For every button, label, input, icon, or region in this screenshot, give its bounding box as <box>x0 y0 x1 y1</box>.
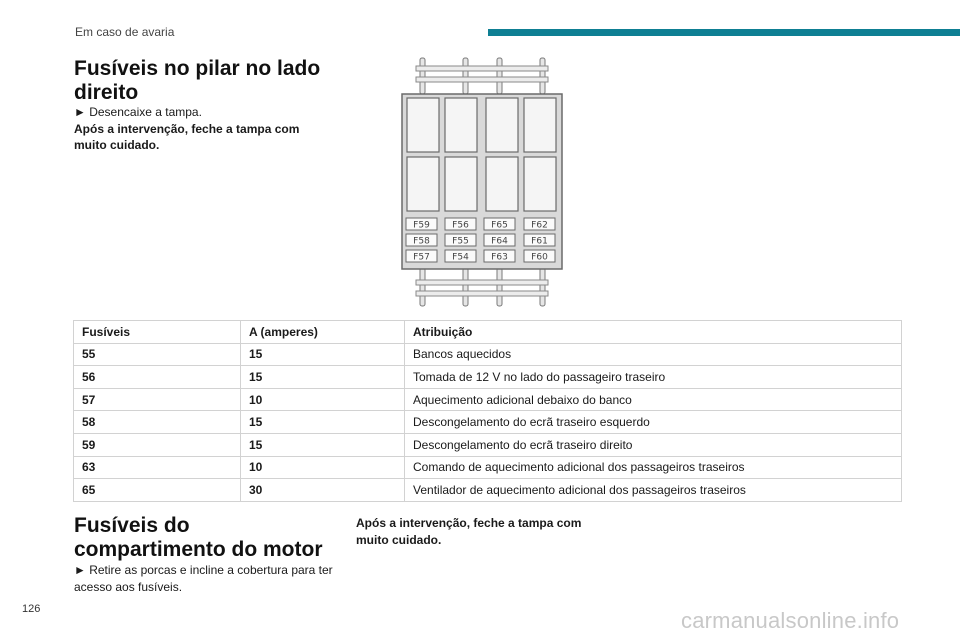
section1-body <box>74 104 334 154</box>
fuse-label: F63 <box>491 252 508 263</box>
fuse-amperage: 15 <box>241 411 405 434</box>
fuse-label: F61 <box>531 236 548 247</box>
table-row <box>74 388 902 411</box>
fuse-assignment: Aquecimento adicional debaixo do banco <box>405 388 902 411</box>
table-row <box>74 411 902 434</box>
section1-note: Após a intervenção, feche a tampa com muito cuidado. <box>74 121 300 153</box>
top-rails <box>416 66 548 82</box>
table-row <box>74 343 902 366</box>
fuse-amperage: 10 <box>241 456 405 479</box>
bottom-rails <box>416 280 548 296</box>
fuse-assignment: Ventilador de aquecimento adicional dos passageiros traseiros <box>405 479 902 502</box>
watermark: carmanualsonline.info <box>681 608 900 633</box>
column-header: Fusíveis <box>74 321 241 344</box>
top-wires <box>420 58 545 94</box>
table-row <box>74 456 902 479</box>
running-header: Em caso de avaria <box>75 25 175 39</box>
fuse-amperage: 30 <box>241 479 405 502</box>
fuse-table <box>73 320 902 502</box>
fuse-number: 65 <box>74 479 241 502</box>
fuse-box-diagram <box>398 56 566 308</box>
column-header: A (amperes) <box>241 321 405 344</box>
fuse-label: F65 <box>491 220 508 231</box>
section2-note: Após a intervenção, feche a tampa com muito cuidado. <box>356 516 582 547</box>
table-header-row <box>74 321 902 344</box>
fuse-label: F58 <box>413 236 430 247</box>
page-number: 126 <box>22 603 41 615</box>
fuse-assignment: Tomada de 12 V no lado do passageiro traseiro <box>405 366 902 389</box>
fuse-number: 58 <box>74 411 241 434</box>
section-title-engine-compartment: Fusíveis do compartimento do motor <box>74 514 323 561</box>
fuse-assignment: Descongelamento do ecrã traseiro direito <box>405 433 902 456</box>
fuse-label: F57 <box>413 252 430 263</box>
fuse-label: F55 <box>452 236 469 247</box>
column-header: Atribuição <box>405 321 902 344</box>
fuse-number: 63 <box>74 456 241 479</box>
section2-step: ► Retire as porcas e incline a cobertura para ter acesso aos fusíveis. <box>74 563 333 594</box>
fuse-assignment: Bancos aquecidos <box>405 343 902 366</box>
table-row <box>74 479 902 502</box>
fuse-amperage: 10 <box>241 388 405 411</box>
section-title-right-pillar: Fusíveis no pilar no lado direito <box>74 57 321 104</box>
fuse-amperage: 15 <box>241 343 405 366</box>
table-row <box>74 366 902 389</box>
fuse-number: 56 <box>74 366 241 389</box>
fuse-label: F59 <box>413 220 430 231</box>
fuse-amperage: 15 <box>241 366 405 389</box>
fuse-label: F54 <box>452 252 469 263</box>
table-row <box>74 433 902 456</box>
header-accent-bar <box>488 29 960 36</box>
fuse-number: 57 <box>74 388 241 411</box>
fuse-label: F60 <box>531 252 548 263</box>
fuse-number: 55 <box>74 343 241 366</box>
fuse-label: F56 <box>452 220 469 231</box>
fuse-number: 59 <box>74 433 241 456</box>
fuse-amperage: 15 <box>241 433 405 456</box>
bottom-wires <box>420 268 545 306</box>
fuse-assignment: Comando de aquecimento adicional dos passageiros traseiros <box>405 456 902 479</box>
fuse-label: F62 <box>531 220 548 231</box>
fuse-label: F64 <box>491 236 508 247</box>
section1-step: ► Desencaixe a tampa. <box>74 105 202 119</box>
fuse-assignment: Descongelamento do ecrã traseiro esquerdo <box>405 411 902 434</box>
